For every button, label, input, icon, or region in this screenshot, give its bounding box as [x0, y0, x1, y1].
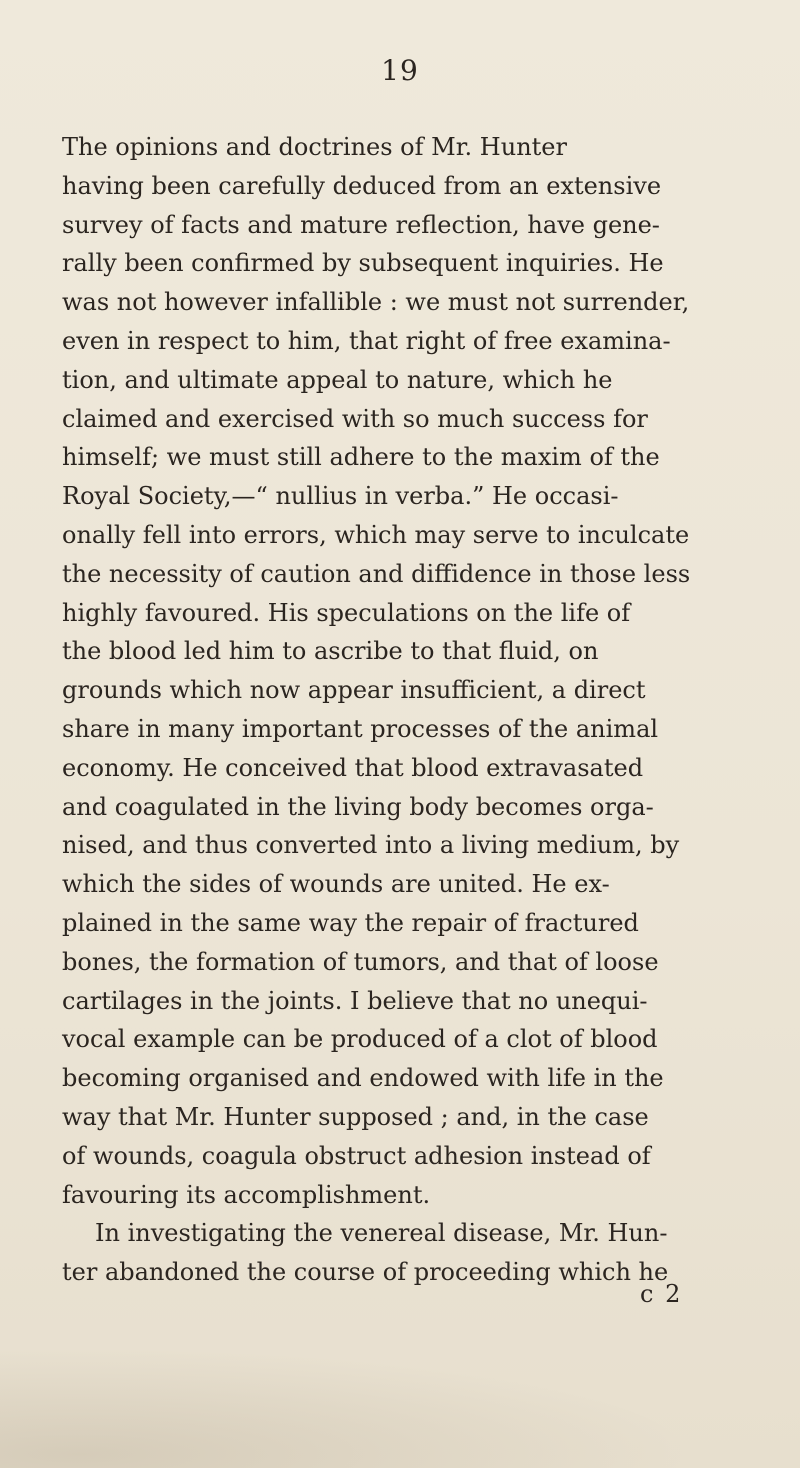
text-line: economy. He conceived that blood extravasated: [62, 753, 644, 782]
text-line: the blood led him to ascribe to that fluid, on: [62, 637, 599, 666]
text-line: Royal Society,—“ nullius in verba.” He occasi-: [62, 482, 619, 511]
text-line: tion, and ultimate appeal to nature, which he: [62, 365, 613, 394]
text-line: the necessity of caution and diffidence in those less: [62, 559, 691, 588]
catchword-signature: c 2: [640, 1280, 683, 1308]
text-line: cartilages in the joints. I believe that no unequi-: [62, 986, 648, 1015]
paper-stain: [0, 1330, 800, 1468]
text-line: way that Mr. Hunter supposed ; and, in the case: [62, 1102, 649, 1131]
text-line: and coagulated in the living body becomes orga-: [62, 792, 654, 821]
paragraph-start-line: In investigating the venereal disease, Mr. Hun-: [95, 1219, 668, 1248]
text-line: bones, the formation of tumors, and that of loose: [62, 947, 659, 976]
text-line: becoming organised and endowed with life in the: [62, 1064, 664, 1093]
text-line: claimed and exercised with so much success for: [62, 404, 648, 433]
text-line: of wounds, coagula obstruct adhesion instead of: [62, 1141, 651, 1170]
text-line: onally fell into errors, which may serve to inculcate: [62, 520, 690, 549]
text-line: even in respect to him, that right of free examina-: [62, 326, 671, 355]
text-line: The opinions and doctrines of Mr. Hunter: [62, 133, 567, 161]
text-line: vocal example can be produced of a clot of blood: [62, 1025, 658, 1054]
text-line: grounds which now appear insufficient, a direct: [62, 676, 646, 705]
text-line: rally been confirmed by subsequent inquiries. He: [62, 249, 664, 278]
text-line: survey of facts and mature reflection, have gene-: [62, 210, 660, 239]
text-line: favouring its accomplishment.: [62, 1180, 431, 1209]
page-number: 19: [381, 54, 419, 87]
page-body-text: [62, 128, 782, 1292]
text-line: having been carefully deduced from an extensive: [62, 171, 662, 200]
text-line: highly favoured. His speculations on the life of: [62, 598, 631, 627]
text-line: ter abandoned the course of proceeding which he: [62, 1258, 669, 1287]
text-line: himself; we must still adhere to the maxim of the: [62, 443, 660, 472]
text-line: share in many important processes of the animal: [62, 714, 659, 743]
text-line: was not however infallible : we must not surrender,: [62, 288, 690, 317]
text-line: which the sides of wounds are united. He ex-: [62, 870, 610, 899]
text-line: plained in the same way the repair of fractured: [62, 908, 639, 937]
text-line: nised, and thus converted into a living medium, by: [62, 831, 680, 860]
